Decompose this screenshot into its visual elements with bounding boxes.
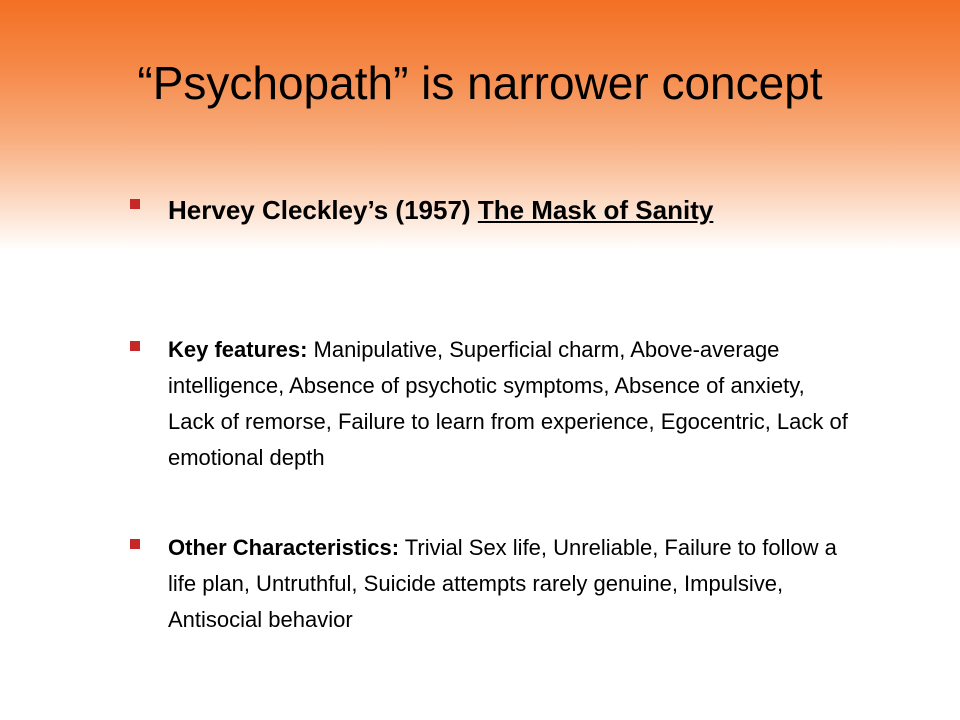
bullet-prefix: Hervey Cleckley’s (1957): [168, 195, 478, 225]
bullet-label: Key features:: [168, 337, 308, 362]
square-bullet-icon: [130, 199, 140, 209]
book-title: The Mask of Sanity: [477, 195, 714, 225]
bullet-label: Other Characteristics:: [168, 535, 400, 560]
slide-title: “Psychopath” is narrower concept: [137, 57, 823, 109]
bullet-text: [168, 530, 848, 638]
bullet-body: Manipulative, Superficial charm, Above-average intelligence, Absence of psychotic symptoms, Absence of anxiety, Lack of remorse, Failure to learn from experience, Egocentric, Lack of emotional depth: [168, 337, 848, 470]
bullet-text: [168, 188, 848, 232]
square-bullet-icon: [130, 341, 140, 351]
bullet-text: [168, 332, 848, 476]
square-bullet-icon: [130, 539, 140, 549]
bullet-body: Trivial Sex life, Unreliable, Failure to follow a life plan, Untruthful, Suicide attempts rarely genuine, Impulsive, Antisocial behavior: [168, 535, 837, 632]
